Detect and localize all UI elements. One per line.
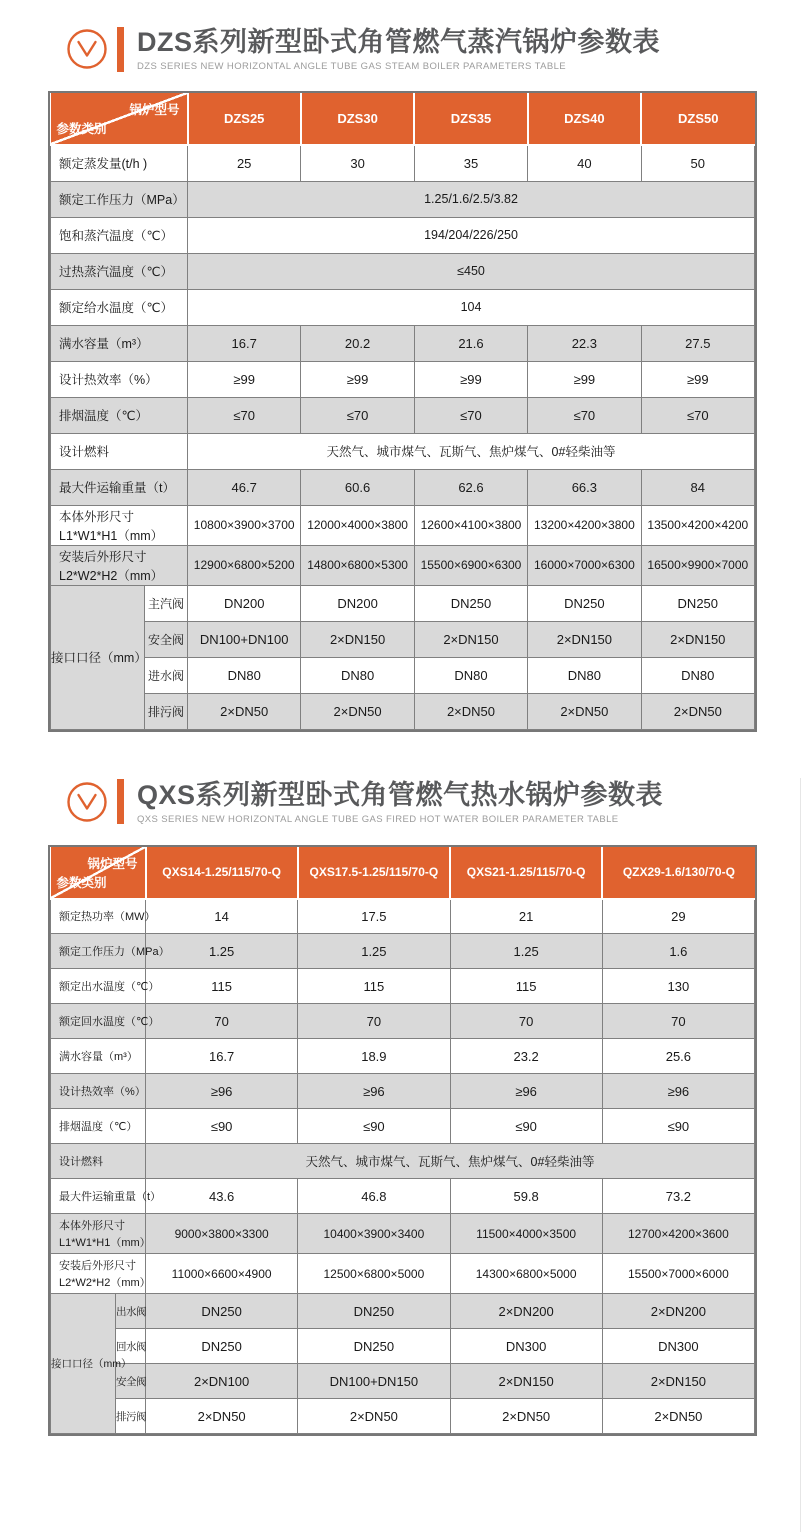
table-row: [51, 1004, 755, 1039]
param-value: 9000×3800×3300: [146, 1214, 298, 1254]
param-value: 2×DN150: [528, 621, 641, 657]
param-value: ≤90: [602, 1109, 754, 1144]
param-label: [51, 1214, 151, 1254]
model-column-header: DZS30: [301, 93, 414, 145]
param-value: ≥99: [188, 361, 301, 397]
param-value: DN80: [414, 657, 527, 693]
param-value: ≤70: [528, 397, 641, 433]
table-row: [51, 1399, 755, 1434]
param-label: 额定给水温度（℃）: [51, 289, 188, 325]
param-value: 2×DN50: [298, 1399, 450, 1434]
param-value: 2×DN50: [528, 693, 641, 729]
param-label-line1: 本体外形尺寸: [59, 1220, 125, 1232]
table-corner-cell: [51, 93, 188, 145]
param-value: 2×DN200: [450, 1294, 602, 1329]
param-value: ≤90: [146, 1109, 298, 1144]
param-value-span: 天然气、城市煤气、瓦斯气、焦炉煤气、0#轻柴油等: [188, 433, 755, 469]
model-column-header: DZS35: [414, 93, 527, 145]
param-value: 43.6: [146, 1179, 298, 1214]
param-label-line1: 本体外形尺寸: [59, 509, 135, 524]
param-label: 满水容量（m³）: [51, 325, 188, 361]
param-label-line2: L2*W2*H2（mm）: [59, 1277, 151, 1289]
param-label: 满水容量（m³）: [51, 1039, 146, 1074]
table-row: [51, 433, 755, 469]
param-value: 46.7: [188, 469, 301, 505]
param-value: 2×DN150: [301, 621, 414, 657]
table-row: [51, 585, 755, 621]
param-label-line1: 安装后外形尺寸: [59, 1260, 136, 1272]
valve-label: 主汽阀: [145, 585, 188, 621]
param-value: 2×DN150: [641, 621, 754, 657]
param-label: 排烟温度（℃）: [51, 1109, 146, 1144]
table-row: [51, 693, 755, 729]
table-row: [51, 621, 755, 657]
param-value: DN80: [641, 657, 754, 693]
table-row: [51, 545, 755, 585]
param-value: 62.6: [414, 469, 527, 505]
param-value: 12700×4200×3600: [602, 1214, 754, 1254]
param-value: 10800×3900×3700: [188, 505, 301, 545]
table-row: [51, 289, 755, 325]
param-value: ≤70: [414, 397, 527, 433]
table-row: [51, 1144, 755, 1179]
interface-group-label: 接口口径（mm）: [51, 1294, 116, 1434]
table-row: [51, 1254, 755, 1294]
param-value: 115: [146, 969, 298, 1004]
section-header-dzs: [66, 26, 806, 72]
param-value: ≤90: [450, 1109, 602, 1144]
param-value: 21.6: [414, 325, 527, 361]
table-row: [51, 217, 755, 253]
table-row: [51, 505, 755, 545]
brand-v-circle-icon: [66, 28, 108, 70]
interface-group-label: 接口口径（mm）: [51, 585, 145, 729]
param-value: 2×DN50: [414, 693, 527, 729]
corner-label-model: 锅炉型号: [129, 103, 180, 117]
param-label-line1: 安装后外形尺寸: [59, 549, 147, 564]
table-row: [51, 397, 755, 433]
models-header-row: [51, 847, 755, 899]
param-value: DN300: [602, 1329, 754, 1364]
param-value: 2×DN200: [602, 1294, 754, 1329]
param-label: 设计燃料: [51, 1144, 146, 1179]
table-row: [51, 181, 755, 217]
param-value: 21: [450, 899, 602, 934]
param-value-span: 天然气、城市煤气、瓦斯气、焦炉煤气、0#轻柴油等: [146, 1144, 755, 1179]
param-value: 70: [450, 1004, 602, 1039]
model-column-header: QXS17.5-1.25/115/70-Q: [298, 847, 450, 899]
param-label: 额定回水温度（℃）: [51, 1004, 146, 1039]
param-value: 16.7: [188, 325, 301, 361]
param-label: 额定热功率（MW）: [51, 899, 146, 934]
param-value: ≥99: [301, 361, 414, 397]
param-value: ≥99: [641, 361, 754, 397]
model-column-header: QXS14-1.25/115/70-Q: [146, 847, 298, 899]
model-column-header: QZX29-1.6/130/70-Q: [602, 847, 754, 899]
param-value: DN100+DN100: [188, 621, 301, 657]
param-value-span: 104: [188, 289, 755, 325]
param-value: ≥96: [602, 1074, 754, 1109]
brand-v-circle-icon: [66, 781, 108, 823]
table-row: [51, 253, 755, 289]
param-value: 13200×4200×3800: [528, 505, 641, 545]
param-value: 14: [146, 899, 298, 934]
param-value: 2×DN150: [450, 1364, 602, 1399]
corner-label-parameter: 参数类别: [56, 875, 107, 890]
valve-label: 出水阀: [116, 1294, 146, 1329]
table-row: [51, 1214, 755, 1254]
param-value: 15500×6900×6300: [414, 545, 527, 585]
param-value: DN250: [414, 585, 527, 621]
param-value: ≥96: [450, 1074, 602, 1109]
table-row: [51, 1039, 755, 1074]
param-value: 2×DN150: [414, 621, 527, 657]
param-value: 20.2: [301, 325, 414, 361]
param-value: 2×DN50: [641, 693, 754, 729]
param-value-span: 194/204/226/250: [188, 217, 755, 253]
param-value: 2×DN50: [602, 1399, 754, 1434]
param-value: 2×DN150: [602, 1364, 754, 1399]
param-value: 115: [298, 969, 450, 1004]
section-header-qxs: [66, 779, 806, 825]
param-value: ≥96: [298, 1074, 450, 1109]
param-label: [51, 505, 188, 545]
valve-label: 排污阀: [145, 693, 188, 729]
param-label: 额定工作压力（MPa）: [51, 181, 188, 217]
param-label: 最大件运输重量（t）: [51, 469, 188, 505]
param-value: 30: [301, 145, 414, 181]
param-value: ≥99: [414, 361, 527, 397]
param-label: [51, 1254, 151, 1294]
valve-label: 进水阀: [145, 657, 188, 693]
param-value: 14800×6800×5300: [301, 545, 414, 585]
param-value: 16.7: [146, 1039, 298, 1074]
param-label-line2: L1*W1*H1（mm）: [59, 528, 164, 543]
param-value: 12600×4100×3800: [414, 505, 527, 545]
param-value: 59.8: [450, 1179, 602, 1214]
model-column-header: DZS40: [528, 93, 641, 145]
param-value: 12500×6800×5000: [298, 1254, 450, 1294]
table-row: [51, 1074, 755, 1109]
param-value: ≤70: [301, 397, 414, 433]
param-label: 最大件运输重量（t）: [51, 1179, 146, 1214]
table-row: [51, 325, 755, 361]
param-value: 14300×6800×5000: [450, 1254, 602, 1294]
param-value: DN250: [641, 585, 754, 621]
param-value: 84: [641, 469, 754, 505]
table-row: [51, 1364, 755, 1399]
model-column-header: QXS21-1.25/115/70-Q: [450, 847, 602, 899]
section-subtitle: QXS SERIES NEW HORIZONTAL ANGLE TUBE GAS FIRED HOT WATER BOILER PARAMETER TABLE: [137, 813, 619, 825]
param-label: 额定蒸发量(t/h ): [51, 145, 188, 181]
param-value: 2×DN50: [146, 1399, 298, 1434]
param-value: 22.3: [528, 325, 641, 361]
dzs-parameters-table: [50, 93, 755, 730]
valve-label: 排污阀: [116, 1399, 146, 1434]
param-value: 29: [602, 899, 754, 934]
param-value: 15500×7000×6000: [602, 1254, 754, 1294]
param-value: 17.5: [298, 899, 450, 934]
valve-label: 回水阀: [116, 1329, 146, 1364]
param-value: ≤70: [641, 397, 754, 433]
param-label: 排烟温度（℃）: [51, 397, 188, 433]
param-value: 70: [602, 1004, 754, 1039]
param-value: 12000×4000×3800: [301, 505, 414, 545]
param-value: 25.6: [602, 1039, 754, 1074]
param-value: 27.5: [641, 325, 754, 361]
table-row: [51, 969, 755, 1004]
param-value: 18.9: [298, 1039, 450, 1074]
param-label-line2: L1*W1*H1（mm）: [59, 1237, 151, 1249]
param-value: 25: [188, 145, 301, 181]
param-value: DN80: [301, 657, 414, 693]
param-label: 设计燃料: [51, 433, 188, 469]
corner-label-parameter: 参数类别: [56, 122, 107, 136]
param-label: 额定工作压力（MPa）: [51, 934, 146, 969]
param-value-span: ≤450: [188, 253, 755, 289]
table-row: [51, 361, 755, 397]
param-value: 60.6: [301, 469, 414, 505]
title-accent-bar: [117, 779, 124, 824]
param-value: 2×DN100: [146, 1364, 298, 1399]
table-row: [51, 899, 755, 934]
param-label: [51, 545, 188, 585]
table-row: [51, 1179, 755, 1214]
param-value: ≥99: [528, 361, 641, 397]
param-label: 过热蒸汽温度（℃）: [51, 253, 188, 289]
param-value: DN200: [188, 585, 301, 621]
table-row: [51, 657, 755, 693]
param-value: 40: [528, 145, 641, 181]
qxs-table-border: [48, 845, 757, 1437]
param-value: 1.25: [146, 934, 298, 969]
param-value: 46.8: [298, 1179, 450, 1214]
param-value: 1.25: [298, 934, 450, 969]
adjacent-panel-edge: [800, 778, 801, 1532]
param-value: DN80: [188, 657, 301, 693]
param-value: DN250: [528, 585, 641, 621]
param-value: 130: [602, 969, 754, 1004]
param-value: DN300: [450, 1329, 602, 1364]
param-value: 2×DN50: [188, 693, 301, 729]
param-label: 设计热效率（%）: [51, 361, 188, 397]
table-row: [51, 1294, 755, 1329]
param-value: 73.2: [602, 1179, 754, 1214]
param-label-line2: L2*W2*H2（mm）: [59, 568, 164, 583]
param-value: 13500×4200×4200: [641, 505, 754, 545]
param-value: 35: [414, 145, 527, 181]
param-value: DN250: [298, 1294, 450, 1329]
param-value: 1.25: [450, 934, 602, 969]
param-label: 饱和蒸汽温度（℃）: [51, 217, 188, 253]
param-value: ≤70: [188, 397, 301, 433]
param-value: 70: [298, 1004, 450, 1039]
param-value: 12900×6800×5200: [188, 545, 301, 585]
param-value: 115: [450, 969, 602, 1004]
param-value: 11000×6600×4900: [146, 1254, 298, 1294]
param-value: DN200: [301, 585, 414, 621]
param-value: 66.3: [528, 469, 641, 505]
section-title: DZS系列新型卧式角管燃气蒸汽锅炉参数表: [137, 27, 660, 57]
param-value: 70: [146, 1004, 298, 1039]
param-value: DN250: [146, 1294, 298, 1329]
param-value: 11500×4000×3500: [450, 1214, 602, 1254]
models-header-row: [51, 93, 755, 145]
dzs-table-border: [48, 91, 757, 732]
model-column-header: DZS25: [188, 93, 301, 145]
title-accent-bar: [117, 27, 124, 72]
param-value: 50: [641, 145, 754, 181]
table-row: [51, 1329, 755, 1364]
param-value: 1.6: [602, 934, 754, 969]
param-value: ≥96: [146, 1074, 298, 1109]
param-value: 16000×7000×6300: [528, 545, 641, 585]
qxs-parameters-table: [50, 847, 755, 1435]
valve-label: 安全阀: [145, 621, 188, 657]
param-value: DN100+DN150: [298, 1364, 450, 1399]
table-corner-cell: [51, 847, 146, 899]
param-value: ≤90: [298, 1109, 450, 1144]
param-label: 额定出水温度（℃）: [51, 969, 146, 1004]
param-value: DN80: [528, 657, 641, 693]
section-subtitle: DZS SERIES NEW HORIZONTAL ANGLE TUBE GAS STEAM BOILER PARAMETERS TABLE: [137, 61, 567, 72]
param-value: 16500×9900×7000: [641, 545, 754, 585]
param-value-span: 1.25/1.6/2.5/3.82: [188, 181, 755, 217]
param-value: 2×DN50: [450, 1399, 602, 1434]
section-title: QXS系列新型卧式角管燃气热水锅炉参数表: [137, 779, 664, 810]
corner-label-model: 锅炉型号: [87, 856, 138, 871]
valve-label: 安全阀: [116, 1364, 146, 1399]
param-value: 10400×3900×3400: [298, 1214, 450, 1254]
param-value: DN250: [146, 1329, 298, 1364]
model-column-header: DZS50: [641, 93, 754, 145]
table-row: [51, 934, 755, 969]
table-row: [51, 145, 755, 181]
param-value: 23.2: [450, 1039, 602, 1074]
param-value: 2×DN50: [301, 693, 414, 729]
table-row: [51, 469, 755, 505]
param-value: DN250: [298, 1329, 450, 1364]
table-row: [51, 1109, 755, 1144]
param-label: 设计热效率（%）: [51, 1074, 146, 1109]
